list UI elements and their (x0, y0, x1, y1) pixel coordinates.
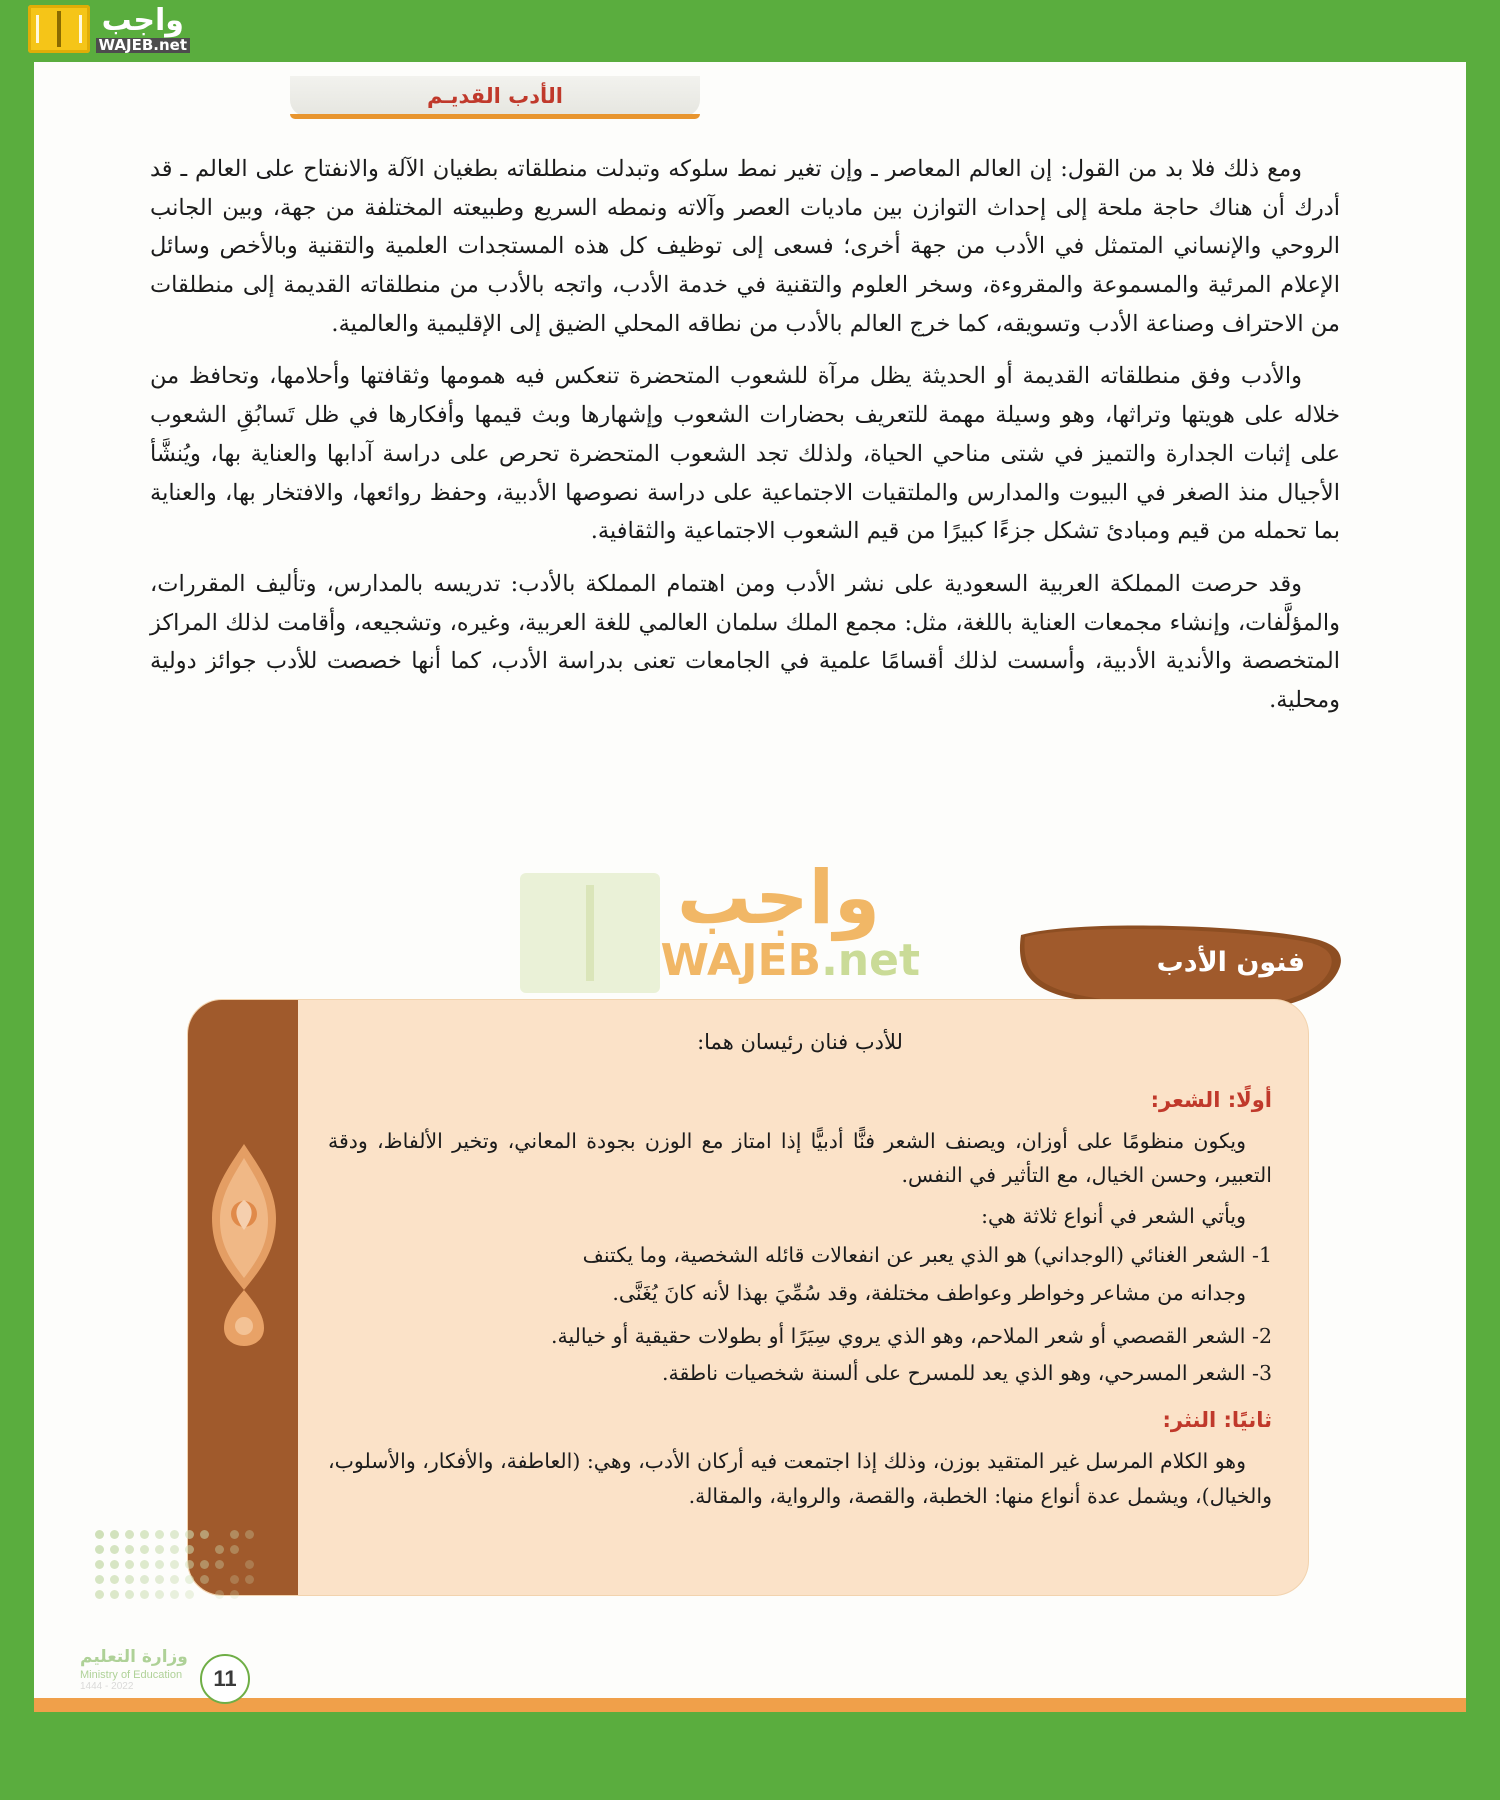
info-box-content (298, 1000, 1308, 1539)
decoration-dot (215, 1590, 224, 1599)
decoration-dot (245, 1530, 254, 1539)
decoration-dot (140, 1530, 149, 1539)
decoration-dot (125, 1545, 134, 1554)
ministry-logo (80, 1647, 290, 1692)
decoration-dot (125, 1560, 134, 1569)
list-item: 3- الشعر المسرحي، وهو الذي يعد للمسرح على ألسنة شخصيات ناطقة. (661, 1360, 1272, 1385)
watermark-latin-suffix: .net (821, 935, 920, 986)
decoration-dot (95, 1530, 104, 1539)
decoration-dot (155, 1560, 164, 1569)
logo-text (96, 2, 190, 54)
subsection-heading-poetry: أولًا: الشعر: (1150, 1088, 1272, 1112)
decoration-dot (95, 1575, 104, 1584)
logo-latin-text: WAJEB.net (96, 38, 190, 53)
decoration-dot (140, 1560, 149, 1569)
decoration-dot (200, 1575, 209, 1584)
page-border-top (0, 0, 1500, 62)
decoration-dot (185, 1575, 194, 1584)
page-border-left (0, 0, 34, 1800)
decoration-dot (185, 1545, 194, 1554)
decoration-dot (155, 1590, 164, 1599)
watermark-arabic-text: واجب (676, 855, 880, 941)
poetry-types-lead: ويأتي الشعر في أنواع ثلاثة هي: (981, 1203, 1246, 1228)
info-box (188, 1000, 1308, 1595)
decoration-dot (185, 1590, 194, 1599)
page-title: الأدب القديـم (426, 84, 564, 108)
decoration-dot (155, 1530, 164, 1539)
site-logo[interactable] (0, 0, 190, 58)
decoration-dot (170, 1560, 179, 1569)
subsection-heading-prose: ثانيًا: النثر: (1162, 1408, 1272, 1433)
floral-ornament-icon (202, 1140, 286, 1350)
page-border-bottom (0, 1712, 1500, 1800)
decoration-dot (185, 1560, 194, 1569)
poetry-description: ويكون منظومًا على أوزان، ويصنف الشعر فنًّا أدبيًّا إذا امتاز مع الوزن بجودة المعاني، وتخير الألفاظ، ودقة التعبير، وحسن الخيال، مع التأثير في النفس. (328, 1129, 1272, 1188)
watermark-latin-main: WAJEB (660, 935, 822, 986)
paragraph: ومع ذلك فلا بد من القول: إن العالم المعاصر ـ وإن تغير نمط سلوكه وتبدلت منطلقاته بطغيان الآلة والانفتاح على العالم ـ قد أدرك أن هناك حاجة ملحة إلى إحداث التوازن بين ماديات العصر وآلاته ونمطه السريع وطبيعته المختلفة من جهة، وبين الجانب الروحي والإنساني المتمثل في الأدب من جهة أخرى؛ فسعى إلى توظيف كل هذه المستجدات العلمية والتقنية وبالأخص وسائل الإعلام المرئية والمسموعة والمقروءة، وسخر العلوم والتقنية في خدمة الأدب، واتجه بالأدب من منطلقاته القديمة إلى منطلقات من الاحتراف وصناعة الأدب وتسويقه، كما خرج العالم بالأدب من نطاقه المحلي الضيق إلى الإقليمية والعالمية. (150, 156, 1340, 337)
article-body (150, 150, 1340, 734)
decoration-dot (95, 1560, 104, 1569)
list-item: 1- الشعر الغنائي (الوجداني) هو الذي يعبر عن انفعالات قائله الشخصية، وما يكتنف (582, 1243, 1272, 1268)
decoration-dot (140, 1590, 149, 1599)
decoration-dot (185, 1530, 194, 1539)
page-number: 11 (200, 1654, 250, 1704)
decoration-dot (110, 1590, 119, 1599)
page-border-orange-rule (34, 1698, 1466, 1712)
decoration-dot (215, 1560, 224, 1569)
decoration-dot (110, 1560, 119, 1569)
decoration-dot (110, 1530, 119, 1539)
decoration-dot (155, 1545, 164, 1554)
dot-pattern-decoration (95, 1530, 285, 1610)
chapter-title-underline (290, 114, 700, 119)
section-banner-label: فنون الأدب (1156, 947, 1305, 978)
ministry-year-text: 2022 - 1444 (80, 1681, 134, 1692)
decoration-dot (245, 1575, 254, 1584)
list-item-continuation: وجدانه من مشاعر وخواطر وعواطف مختلفة، وقد سُمِّيَ بهذا لأنه كانَ يُغَنَّى. (612, 1280, 1246, 1305)
decoration-dot (245, 1560, 254, 1569)
decoration-dot (215, 1545, 224, 1554)
decoration-dot (170, 1545, 179, 1554)
decoration-dot (140, 1575, 149, 1584)
decoration-dot (125, 1590, 134, 1599)
decoration-dot (95, 1590, 104, 1599)
decoration-dot (110, 1575, 119, 1584)
decoration-dot (155, 1575, 164, 1584)
decoration-dot (110, 1545, 119, 1554)
list-item: 2- الشعر القصصي أو شعر الملاحم، وهو الذي يروي سِيَرًا أو بطولات حقيقية أو خيالية. (550, 1323, 1272, 1348)
decoration-dot (200, 1560, 209, 1569)
info-box-side-panel (188, 1000, 298, 1595)
chapter-title-tab (290, 76, 700, 116)
decoration-dot (170, 1590, 179, 1599)
decoration-dot (230, 1545, 239, 1554)
decoration-dot (230, 1575, 239, 1584)
section-banner (1015, 925, 1345, 1011)
decoration-dot (140, 1545, 149, 1554)
info-lead-text: للأدب فنان رئيسان هما: (697, 1030, 903, 1054)
ministry-arabic-text: وزارة التعليم (80, 1647, 188, 1667)
decoration-dot (230, 1590, 239, 1599)
logo-arabic-text: واجب (101, 2, 184, 38)
decoration-dot (125, 1575, 134, 1584)
ministry-latin-text: Ministry of Education (80, 1669, 183, 1681)
prose-description: وهو الكلام المرسل غير المتقيد بوزن، وذلك إذا اجتمعت فيه أركان الأدب، وهي: (العاطفة، والأفكار، والأسلوب، والخيال)، ويشمل عدة أنواع منها: الخطبة، والقصة، والرواية، والمقالة. (328, 1449, 1272, 1508)
decoration-dot (230, 1530, 239, 1539)
decoration-dot (125, 1530, 134, 1539)
decoration-dot (200, 1530, 209, 1539)
decoration-dot (95, 1545, 104, 1554)
paragraph: والأدب وفق منطلقاته القديمة أو الحديثة يظل مرآة للشعوب المتحضرة تنعكس فيه همومها وثقافتها وأحلامها، وتحافظ من خلاله على هويتها وتراثها، وهو وسيلة مهمة للتعريف بحضارات الشعوب وإشهارها وبث قيمها وأفكارها في ظل تَسابُقِ الشعوب على إثبات الجدارة والتميز في شتى مناحي الحياة، ولذلك تجد الشعوب المتحضرة تحرص على دراسة آدابها والعناية بها، ويُنشَّأ الأجيال منذ الصغر في البيوت والمدارس والملتقيات الاجتماعية على دراسة نصوصها الأدبية، وحفظ روائعها، والافتخار بها، والعناية بما تحمله من قيم ومبادئ تشكل جزءًا كبيرًا من قيم الشعوب الاجتماعية والثقافية. (150, 363, 1340, 545)
decoration-dot (170, 1530, 179, 1539)
decoration-dot (170, 1575, 179, 1584)
paragraph: وقد حرصت المملكة العربية السعودية على نشر الأدب ومن اهتمام المملكة بالأدب: تدريسه بالمدارس، وتأليف المقررات، والمؤلَّفات، وإنشاء مجمعات العناية باللغة، مثل: مجمع الملك سلمان العالمي للغة العربية، وغيره، وتشجيعه، وأقامت لذلك المراكز المتخصصة والأندية الأدبية، وأسست لذلك أقسامًا علمية في الجامعات تعنى بدراسة الأدب، كما أنها خصصت للأدب جوائز دولية ومحلية. (150, 570, 1340, 713)
page-border-right (1466, 0, 1500, 1800)
open-book-icon (28, 5, 90, 53)
